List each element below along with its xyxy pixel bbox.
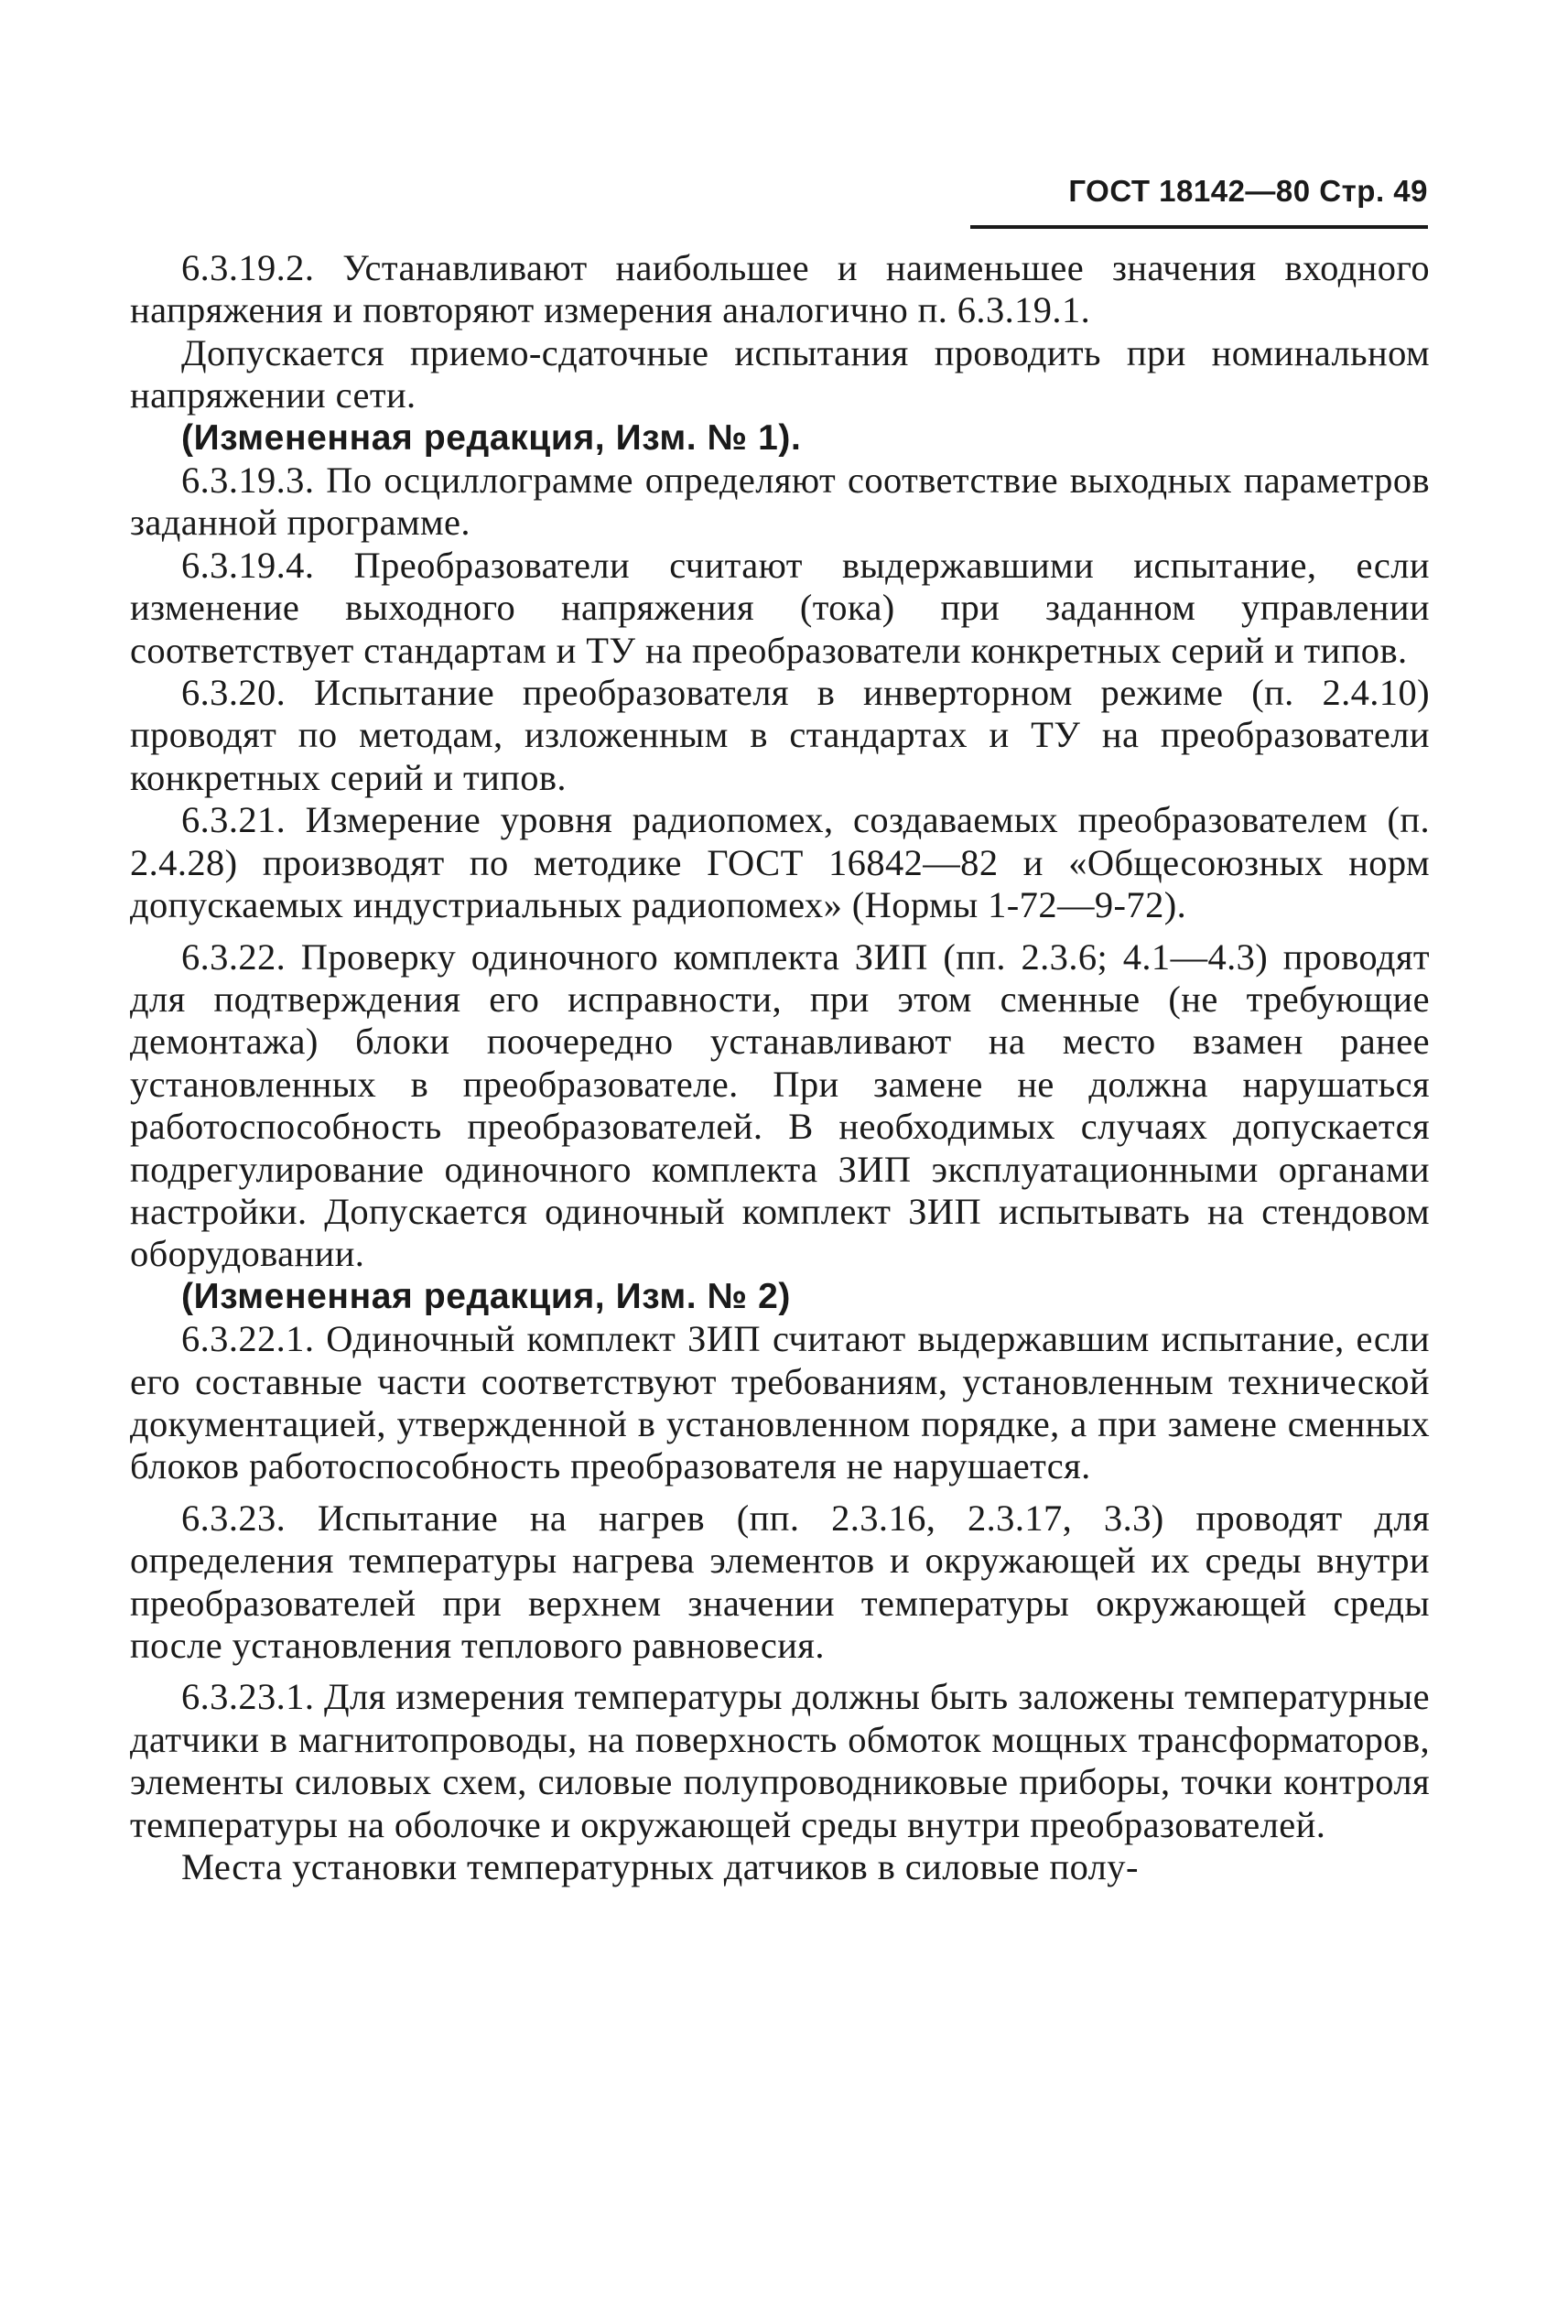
paragraph-6-3-19-4: 6.3.19.4. Преобразователи считают выдержавшими испытание, если изменение выходного напряжения (тока) при заданном управлении соответствует стандартам и ТУ на преобразователи конкретных серий и типов. xyxy=(130,544,1430,671)
page-header: ГОСТ 18142—80 Стр. 49 xyxy=(1068,174,1428,208)
paragraph-sensor-placement: Места установки температурных датчиков в силовые полу- xyxy=(181,1846,1139,1888)
paragraph-admissible-nominal: Допускается приемо-сдаточные испытания проводить при номинальном напряжении сети. xyxy=(130,331,1430,416)
header-rule xyxy=(970,225,1428,229)
amendment-note-2: (Измененная редакция, Изм. № 2) xyxy=(181,1276,792,1316)
paragraph-6-3-20: 6.3.20. Испытание преобразователя в инверторном режиме (п. 2.4.10) проводят по методам, изложенным в стандартах и ТУ на преобразователи конкретных серий и типов. xyxy=(130,672,1430,798)
document-body xyxy=(130,247,1430,1888)
paragraph-6-3-23-1: 6.3.23.1. Для измерения температуры должны быть заложены температурные датчики в магнитопроводы, на поверхность обмоток мощных трансформаторов, элементы силовых схем, силовые полупроводниковые приборы, точки контроля температуры на оболочке и окружающей среды внутри преобразователей. xyxy=(130,1676,1430,1845)
amendment-note-1: (Измененная редакция, Изм. № 1). xyxy=(181,417,802,458)
paragraph-6-3-23: 6.3.23. Испытание на нагрев (пп. 2.3.16, 2.3.17, 3.3) проводят для определения температуры нагрева элементов и окружающей их среды внутри преобразователей при верхнем значении температуры окружающей среды после установления теплового равновесия. xyxy=(130,1497,1430,1666)
paragraph-6-3-22-1: 6.3.22.1. Одиночный комплект ЗИП считают выдержавшим испытание, если его составные части соответствуют требованиям, установленным технической документацией, утвержденной в установленном порядке, а при замене сменных блоков работоспособность преобразователя не нарушается. xyxy=(130,1318,1430,1487)
paragraph-6-3-19-2: 6.3.19.2. Устанавливают наибольшее и наименьшее значения входного напряжения и повторяют измерения аналогично п. 6.3.19.1. xyxy=(130,247,1430,331)
paragraph-6-3-19-3: 6.3.19.3. По осциллограмме определяют соответствие выходных параметров заданной программе. xyxy=(130,459,1430,544)
paragraph-6-3-22: 6.3.22. Проверку одиночного комплекта ЗИП (пп. 2.3.6; 4.1—4.3) проводят для подтверждения его исправности, при этом сменные (не требующие демонтажа) блоки поочередно устанавливают на место взамен ранее установленных в преобразователе. При замене не должна нарушаться работоспособность преобразователей. В необходимых случаях допускается подрегулирование одиночного комплекта ЗИП эксплуатационными органами настройки. Допускается одиночный комплект ЗИП испытывать на стендовом оборудовании. xyxy=(130,935,1430,1275)
paragraph-6-3-21: 6.3.21. Измерение уровня радиопомех, создаваемых преобразователем (п. 2.4.28) производят по методике ГОСТ 16842—82 и «Общесоюзных норм допускаемых индустриальных радиопомех» (Нормы 1-72—9-72). xyxy=(130,799,1430,926)
